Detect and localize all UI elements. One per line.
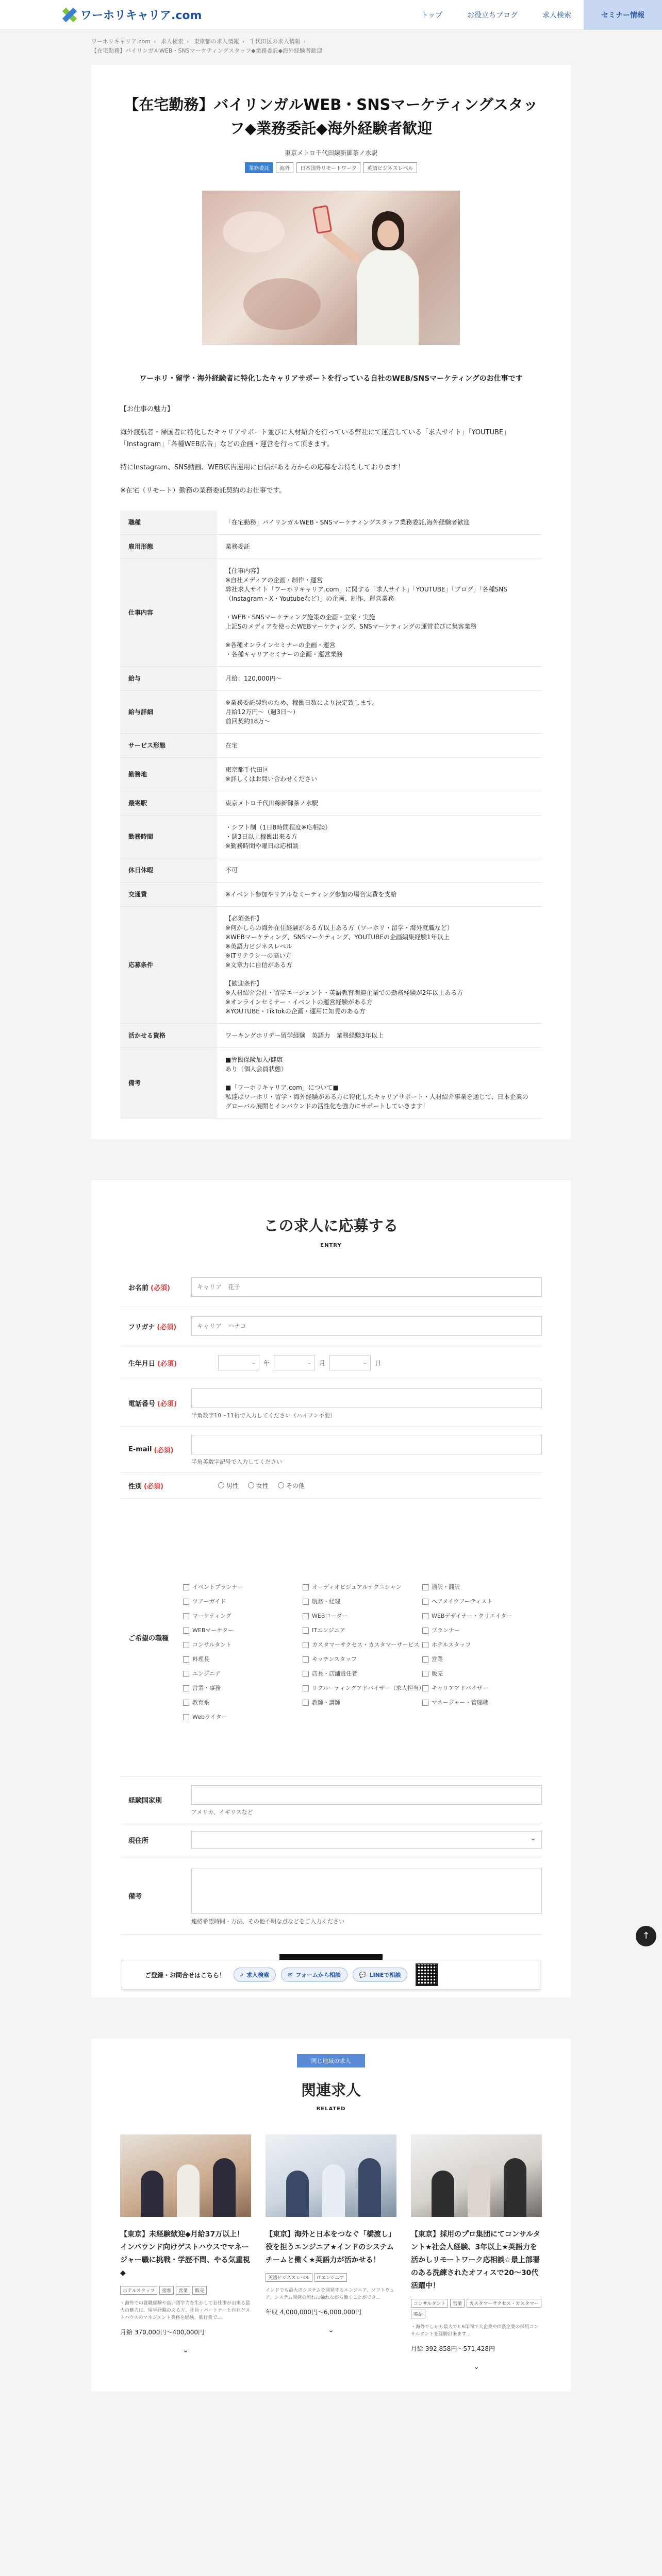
related-job-tags <box>411 2299 542 2318</box>
spec-label: 職種 <box>120 511 217 535</box>
spec-value: ■労働保険加入/健康 あり（個人会員状態） ■「ワーホリキャリア.com」について■ 私達はワーホリ・留学・海外経験がある方に特化したキャリアサポート・人材紹介事業を通じて、日本企業のグローバル展開とインバウンドの活性化を強力にサポートしていきます！ <box>217 1047 542 1118</box>
form-row-name: お名前 (必須) キャリア 花子 <box>120 1268 542 1307</box>
spec-row <box>120 1047 542 1118</box>
spec-label: 仕事内容 <box>120 558 217 666</box>
job-option-checkbox[interactable]: リクルーティングアドバイザー（求人担当） <box>303 1684 422 1692</box>
related-job-photo <box>266 2134 396 2217</box>
job-option-checkbox[interactable]: WEBコーダー <box>303 1612 422 1620</box>
spec-row <box>120 690 542 733</box>
related-job-tag: コンサルタント <box>411 2299 448 2308</box>
related-job-tag: 営業 <box>176 2286 190 2295</box>
job-option-checkbox[interactable]: エンジニア <box>183 1670 303 1678</box>
logo-icon <box>62 7 77 23</box>
form-title: この求人に応募する <box>263 1216 399 1234</box>
form-row-email: E-mail (必須) 半角英数字記号で入力してください <box>120 1427 542 1473</box>
intro-paragraph: ※在宅（リモート）勤務の業務委託契約のお仕事です。 <box>120 487 286 495</box>
spec-row <box>120 815 542 858</box>
job-location: 東京メトロ千代田線新御茶ノ水駅 <box>284 149 377 157</box>
nav-seminar[interactable]: セミナー情報 <box>584 0 662 30</box>
breadcrumb-chiyoda[interactable]: 千代田区の求人情報 <box>249 38 301 45</box>
related-job-card[interactable] <box>120 2134 251 2371</box>
spec-label: サービス形態 <box>120 733 217 757</box>
intro-paragraph: 海外渡航者・帰国者に特化したキャリアサポート並びに人材紹介を行っている弊社にて運営している「求人サイト」「YOUTUBE」「Instagram」「各種WEB広告」などの企画・運営を行って頂きます。 <box>120 429 510 448</box>
spec-row <box>120 1023 542 1047</box>
related-job-tag: ホテルスタッフ <box>120 2286 157 2295</box>
spec-value: 業務委託 <box>217 534 542 558</box>
job-tag: 海外 <box>276 162 293 173</box>
spec-row <box>120 534 542 558</box>
contact-bar-title: ご登録・お問合せはこちら！ <box>145 1971 226 1979</box>
job-option-checkbox[interactable]: キッチンスタッフ <box>303 1655 422 1664</box>
related-job-card[interactable] <box>411 2134 542 2371</box>
form-row-tel: 電話番号 (必須) 半角数字10～11桁で入力してください（ハイフン不要） <box>120 1380 542 1427</box>
gender-other-radio[interactable]: その他 <box>278 1481 305 1490</box>
related-badge: 同じ地域の求人 <box>297 2054 365 2067</box>
chevron-down-icon[interactable]: ⌄ <box>328 2326 334 2334</box>
gender-male-radio[interactable]: 男性 <box>218 1481 239 1490</box>
related-job-description: インドでも最大のシステムを開発するエンジニア、ソフトウェア、システム開発の流れに触れながら働くことができ… <box>266 2287 394 2300</box>
spec-row <box>120 733 542 757</box>
logo-text: ワーホリキャリア.com <box>80 9 202 22</box>
related-subtitle: RELATED <box>316 2106 346 2112</box>
spec-row <box>120 791 542 815</box>
chevron-down-icon[interactable]: ⌄ <box>183 2346 189 2354</box>
spec-value: ・シフト制（1日8時間程度※応相談） ・週3日以上稼働出来る方 ※勤務時間や曜日は応相談 <box>217 815 542 858</box>
status-select[interactable] <box>191 1831 542 1849</box>
spec-value: 月給：120,000円～ <box>217 666 542 690</box>
nav-job-search[interactable]: 求人検索 <box>542 11 571 20</box>
chevron-down-icon[interactable]: ⌄ <box>473 2362 479 2371</box>
nav-blog[interactable]: お役立ちブログ <box>467 11 518 20</box>
related-job-tag: ITエンジニア <box>315 2273 347 2282</box>
mail-icon: ✉ <box>288 1971 293 1978</box>
job-lead: ワーホリ・留学・海外経験者に特化したキャリアサポートを行っている自社のWEB/SNSマーケティングのお仕事です <box>139 375 523 383</box>
job-title: 【在宅勤務】バイリンガルWEB・SNSマーケティングスタッフ◆業務委託◆海外経験者歓迎 <box>124 96 538 137</box>
related-job-photo <box>120 2134 251 2217</box>
spec-value: 【仕事内容】 ※自社メディアの企画・制作・運営 弊社求人サイト「ワーホリキャリア.com」に関する「求人サイト」「YOUTUBE」「ブログ」「各種SNS（Instagram・X・Youtubeなど）」の企画、制作、運営業務 ・WEB・SNSマーケティング施策の企画・立案・実施 上記Sのメディアを使ったWEBマーケティング、SNSマーケティングの運営並びに集客業務 ※各種オンラインセミナーの企画・運営 ・各種キャリアセミナーの企画・運営業務 <box>217 558 542 666</box>
spec-value: 【必須条件】 ※何かしらの海外在住経験がある方以上ある方（ワーホリ・留学・海外就職など） ※WEBマーケティング、SNSマーケティング、YOUTUBEの企画編集経験1年以上 ※英語力ビジネスレベル ※ITリテラシーの高い方 ※文章力に自信がある方 【歓迎条件】 ※人材紹介会社・留学エージェント・英語教育関連企業での勤務経験が2年以上ある方 ※オンラインセミナー・イベントの運営経験がある方 ※YOUTUBE・TikTokの企画・運用に知見のある方 <box>217 906 542 1023</box>
site-logo[interactable] <box>62 7 202 23</box>
dob-month-select[interactable]: ⌄ <box>274 1355 315 1370</box>
qr-code-icon <box>416 1963 438 1986</box>
search-icon: ⌕ <box>240 1971 244 1978</box>
spec-label: 給与 <box>120 666 217 690</box>
related-job-salary: 年収 4,000,000円～6,000,000円 <box>266 2308 361 2316</box>
contact-search-button[interactable]: ⌕ 求人検索 <box>234 1968 276 1982</box>
related-job-title: 【東京】未経験歓迎◆月給37万以上！インバウンド向けゲストハウスでマネージャー職に挑戦・学歴不問、やる気重視◆ <box>120 2230 250 2277</box>
related-job-salary: 月給 370,000円～400,000円 <box>120 2328 205 2336</box>
spec-label: 交通費 <box>120 882 217 906</box>
spec-row <box>120 511 542 535</box>
job-option-checkbox[interactable]: 教師・講師 <box>303 1699 422 1707</box>
job-option-checkbox[interactable]: イベントプランナー <box>183 1583 303 1591</box>
job-intro <box>120 373 542 497</box>
related-job-description: ・海外での就職経験や高い語学力を生かしてお仕事が出来る最大の魅力は、留学経験のある方、社員・パートナーと自社ゲストハウスのマネジメント業務を経験、旅行業で… <box>120 2300 251 2320</box>
spec-label: 勤務地 <box>120 757 217 791</box>
form-row-note: 備考 連絡希望時間・方法、その他不明な点などをご入力ください <box>120 1857 542 1935</box>
related-job-tag: 販売 <box>192 2286 207 2295</box>
name-input[interactable] <box>191 1277 542 1297</box>
related-job-tag: 営業 <box>450 2299 465 2308</box>
job-tag: 業務委託 <box>245 162 273 173</box>
spec-label: 活かせる資格 <box>120 1023 217 1047</box>
spec-label: 給与詳細 <box>120 690 217 733</box>
form-row-gender: 性別 (必須) 男性 女性 その他 <box>120 1473 542 1499</box>
job-option-checkbox[interactable]: 販売 <box>422 1670 542 1678</box>
related-job-tag: カスタマーサクセス・カスタマー <box>467 2299 541 2308</box>
related-job-card[interactable] <box>266 2134 396 2371</box>
job-option-checkbox[interactable]: ITエンジニア <box>303 1626 422 1635</box>
related-job-tag: 接客 <box>159 2286 174 2295</box>
spec-value: ※業務委託契約のため、稼働日数により決定致します。 月給12万円～（週3日～） 前回契約18万～ <box>217 690 542 733</box>
job-option-checkbox[interactable]: マネージャー・管理職 <box>422 1699 542 1707</box>
entry-form <box>91 1180 571 1997</box>
related-list <box>120 2134 542 2371</box>
job-photo <box>202 191 460 345</box>
contact-form-button[interactable]: ✉ フォームから相談 <box>281 1968 347 1982</box>
note-hint: 連絡希望時間・方法、その他不明な点などをご入力ください <box>191 1918 344 1925</box>
job-option-checkbox[interactable]: WEBデザイナー・クリエイター <box>422 1612 542 1620</box>
main-nav <box>408 0 662 30</box>
breadcrumb: ワーホリキャリア.com › 求人検索 › 東京都の求人情報 › 千代田区の求人情報 › 【在宅勤務】バイリンガルWEB・SNSマーケティングスタッフ◆業務委託◆海外経験者歓迎 <box>91 38 323 54</box>
dob-year-select[interactable]: ⌄ <box>218 1355 259 1370</box>
form-row-status: 現住所 ⌄ <box>120 1823 542 1857</box>
country-hint: アメリカ、イギリスなど <box>191 1808 253 1816</box>
spec-value: 不可 <box>217 858 542 882</box>
related-job-photo <box>411 2134 542 2217</box>
related-job-tag: 英語ビジネスレベル <box>266 2273 312 2282</box>
job-option-checkbox[interactable]: 教育系 <box>183 1699 303 1707</box>
form-row-dob: 生年月日 (必須) ⌄ 年 ⌄ 月 ⌄ 日 <box>120 1346 542 1380</box>
job-option-checkbox[interactable]: キャリアアドバイザー <box>422 1684 542 1692</box>
related-job-title: 【東京】海外と日本をつなぐ「橋渡し」役を担うエンジニア★インドのシステムチームと働く★英語力が活かせる！ <box>266 2230 395 2264</box>
related-job-tag: 英語 <box>411 2310 425 2318</box>
spec-row <box>120 666 542 690</box>
related-job-tags <box>266 2273 396 2282</box>
form-subtitle: ENTRY <box>320 1242 342 1248</box>
kana-input[interactable] <box>191 1316 542 1336</box>
intro-heading: 【お仕事の魅力】 <box>120 405 174 413</box>
country-input[interactable] <box>191 1785 542 1805</box>
contact-line-button[interactable]: 💬 LINEで相談 <box>353 1968 408 1982</box>
breadcrumb-current: 【在宅勤務】バイリンガルWEB・SNSマーケティングスタッフ◆業務委託◆海外経験者歓迎 <box>91 47 323 54</box>
related-title: 関連求人 <box>301 2081 361 2099</box>
job-option-checkbox[interactable]: ホテルスタッフ <box>422 1641 542 1649</box>
job-tag: 日本国外リモートワーク <box>296 162 360 173</box>
spec-row <box>120 882 542 906</box>
related-job-salary: 月給 392,858円～571,428円 <box>411 2345 495 2352</box>
job-option-checkbox[interactable]: 航務・経理 <box>303 1598 422 1606</box>
job-option-checkbox[interactable]: ツアーガイド <box>183 1598 303 1606</box>
job-spec-table <box>120 510 542 1118</box>
intro-paragraph: 特にInstagram、SNS動画、WEB広告運用に自信がある方からの応募をお待ちしております！ <box>120 464 405 471</box>
related-job-description: ・海外でしかも最大で1.6年間で大企業やIT系企業の採用コンサルタントを経験出来ます… <box>411 2324 539 2337</box>
spec-row <box>120 906 542 1023</box>
job-checkbox-grid <box>183 1583 542 1721</box>
job-option-checkbox[interactable]: プランナー <box>422 1626 542 1635</box>
job-option-checkbox[interactable]: マーケティング <box>183 1612 303 1620</box>
job-option-checkbox[interactable]: WEBマーケター <box>183 1626 303 1635</box>
spec-row <box>120 858 542 882</box>
spec-label: 雇用形態 <box>120 534 217 558</box>
breadcrumb-tokyo[interactable]: 東京都の求人情報 <box>193 38 239 45</box>
spec-label: 最寄駅 <box>120 791 217 815</box>
tel-hint: 半角数字10～11桁で入力してください（ハイフン不要） <box>191 1412 336 1419</box>
tel-input[interactable] <box>191 1388 542 1408</box>
job-tags <box>120 162 542 173</box>
form-row-kana: フリガナ (必須) キャリア ハナコ <box>120 1307 542 1346</box>
spec-value: 「在宅勤務」バイリンガルWEB・SNSマーケティングスタッフ業務委託,海外経験者歓迎 <box>217 511 542 535</box>
spec-row <box>120 757 542 791</box>
spec-value: 在宅 <box>217 733 542 757</box>
nav-top[interactable]: トップ <box>421 11 442 20</box>
related-job-tags <box>120 2286 251 2295</box>
email-input[interactable] <box>191 1435 542 1454</box>
spec-label: 休日休暇 <box>120 858 217 882</box>
spec-value: ワーキングホリデー留学経験 英語力 業務経験3年以上 <box>217 1023 542 1047</box>
spec-label: 備考 <box>120 1047 217 1118</box>
job-option-checkbox[interactable]: オーディオビジュアルテクニシャン <box>303 1583 422 1591</box>
page-top-button[interactable]: ↑ <box>636 1926 656 1946</box>
job-option-checkbox[interactable]: 営業 <box>422 1655 542 1664</box>
spec-value: 東京メトロ千代田線新御茶ノ水駅 <box>217 791 542 815</box>
email-hint: 半角英数字記号で入力してください <box>191 1458 282 1465</box>
form-row-country: 経験国家別 アメリカ、イギリスなど <box>120 1777 542 1823</box>
gender-female-radio[interactable]: 女性 <box>248 1481 269 1490</box>
job-option-checkbox[interactable]: 店長・店舗責任者 <box>303 1670 422 1678</box>
dob-day-select[interactable]: ⌄ <box>329 1355 371 1370</box>
site-header <box>0 0 662 30</box>
breadcrumb-search[interactable]: 求人検索 <box>160 38 184 45</box>
job-option-checkbox[interactable]: Webライター <box>183 1713 303 1721</box>
breadcrumb-home[interactable]: ワーホリキャリア.com <box>91 38 151 45</box>
job-option-checkbox[interactable]: コンサルタント <box>183 1641 303 1649</box>
job-option-checkbox[interactable]: ヘアメイクアーティスト <box>422 1598 542 1606</box>
form-row-job: ご希望の職種 イベントプランナー オーディオビジュアルテクニシャン 通訳・翻訳 ツアーガイド 航務・経理 ヘアメイクアーティスト マーケティング WEBコーダー WEBデザイナー・クリエイター WEBマーケター ITエンジニア プランナー コンサルタント カスタマーサクセス・カスタマーサービス ホテルスタッフ 料理長 キッチンスタッフ 営業 エンジニア 店長・店舗責任者 販売 営業・事務 リクルーティングアドバイザー（求人担当） キャリアアドバイザー 教育系 教師・講師 マネージャー・管理職 Webライター <box>120 1499 542 1777</box>
spec-label: 応募条件 <box>120 906 217 1023</box>
job-option-checkbox[interactable]: 営業・事務 <box>183 1684 303 1692</box>
spec-label: 勤務時間 <box>120 815 217 858</box>
job-tag: 英語ビジネスレベル <box>363 162 417 173</box>
job-option-checkbox[interactable]: カスタマーサクセス・カスタマーサービス <box>303 1641 422 1649</box>
job-option-checkbox[interactable]: 通訳・翻訳 <box>422 1583 542 1591</box>
related-jobs <box>91 2039 571 2392</box>
job-detail-card <box>91 65 571 1139</box>
spec-row <box>120 558 542 666</box>
chat-icon: 💬 <box>359 1971 367 1978</box>
spec-value: 東京都千代田区 ※詳しくはお問い合わせください <box>217 757 542 791</box>
note-textarea[interactable] <box>191 1869 542 1914</box>
spec-value: ※イベント参加やリアルなミーティング参加の場合実費を支給 <box>217 882 542 906</box>
job-option-checkbox[interactable]: 料理長 <box>183 1655 303 1664</box>
contact-bar <box>122 1960 540 1990</box>
related-job-title: 【東京】採用のプロ集団にてコンサルタント★社会人経験、3年以上★英語力を活かしリモートワーク応相談☆最上部署のある洗練されたオフィスで20～30代活躍中！ <box>411 2230 540 2290</box>
